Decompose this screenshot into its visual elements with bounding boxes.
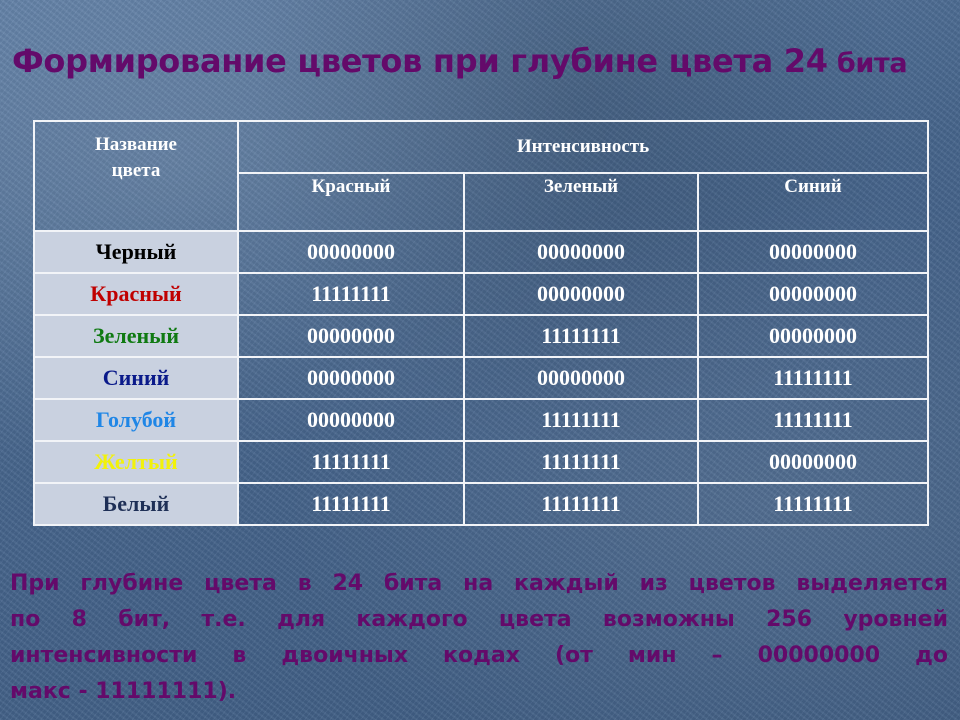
- red-value-cell: 11111111: [238, 273, 464, 315]
- green-value-cell: 11111111: [464, 483, 698, 525]
- table-row: [34, 483, 928, 525]
- title-main: Формирование цветов при глубине цвета 24: [12, 42, 828, 80]
- green-value-cell: 00000000: [464, 357, 698, 399]
- color-name-cell: Синий: [34, 357, 238, 399]
- paragraph-line: по 8 бит, т.е. для каждого цвета возможны 256 уровней: [10, 607, 948, 632]
- table-row: [34, 315, 928, 357]
- color-name-cell: Красный: [34, 273, 238, 315]
- table-row: [34, 441, 928, 483]
- color-name-cell: Черный: [34, 231, 238, 273]
- paragraph-line: интенсивности в двоичных кодах (от мин – 00000000 до: [10, 643, 948, 668]
- header-intensity: Интенсивность: [238, 121, 928, 173]
- green-value-cell: 11111111: [464, 441, 698, 483]
- header-red: Красный: [238, 173, 464, 231]
- header-color-name: [34, 121, 238, 231]
- red-value-cell: 11111111: [238, 441, 464, 483]
- table-row: [34, 273, 928, 315]
- table-row: [34, 357, 928, 399]
- green-value-cell: 00000000: [464, 273, 698, 315]
- header-name-line2: цвета: [111, 160, 161, 181]
- header-blue: Синий: [698, 173, 928, 231]
- title-unit: бита: [827, 48, 908, 79]
- green-value-cell: 11111111: [464, 315, 698, 357]
- red-value-cell: 00000000: [238, 231, 464, 273]
- table-row: [34, 399, 928, 441]
- color-name-cell: Зеленый: [34, 315, 238, 357]
- slide-title: [12, 42, 952, 80]
- table-header-row: [34, 121, 928, 173]
- color-name-cell: Желтый: [34, 441, 238, 483]
- explanation-paragraph: [10, 566, 948, 710]
- color-table: [33, 120, 929, 526]
- red-value-cell: 00000000: [238, 315, 464, 357]
- header-name-line1: Название: [94, 134, 177, 155]
- red-value-cell: 11111111: [238, 483, 464, 525]
- blue-value-cell: 00000000: [698, 441, 928, 483]
- blue-value-cell: 00000000: [698, 231, 928, 273]
- blue-value-cell: 11111111: [698, 357, 928, 399]
- blue-value-cell: 11111111: [698, 483, 928, 525]
- blue-value-cell: 11111111: [698, 399, 928, 441]
- paragraph-line: При глубине цвета в 24 бита на каждый из цветов выделяется: [10, 571, 948, 596]
- green-value-cell: 00000000: [464, 231, 698, 273]
- color-name-cell: Белый: [34, 483, 238, 525]
- red-value-cell: 00000000: [238, 399, 464, 441]
- table-row: [34, 231, 928, 273]
- paragraph-line: макс - 11111111).: [10, 679, 237, 704]
- color-name-cell: Голубой: [34, 399, 238, 441]
- blue-value-cell: 00000000: [698, 273, 928, 315]
- red-value-cell: 00000000: [238, 357, 464, 399]
- blue-value-cell: 00000000: [698, 315, 928, 357]
- header-green: Зеленый: [464, 173, 698, 231]
- green-value-cell: 11111111: [464, 399, 698, 441]
